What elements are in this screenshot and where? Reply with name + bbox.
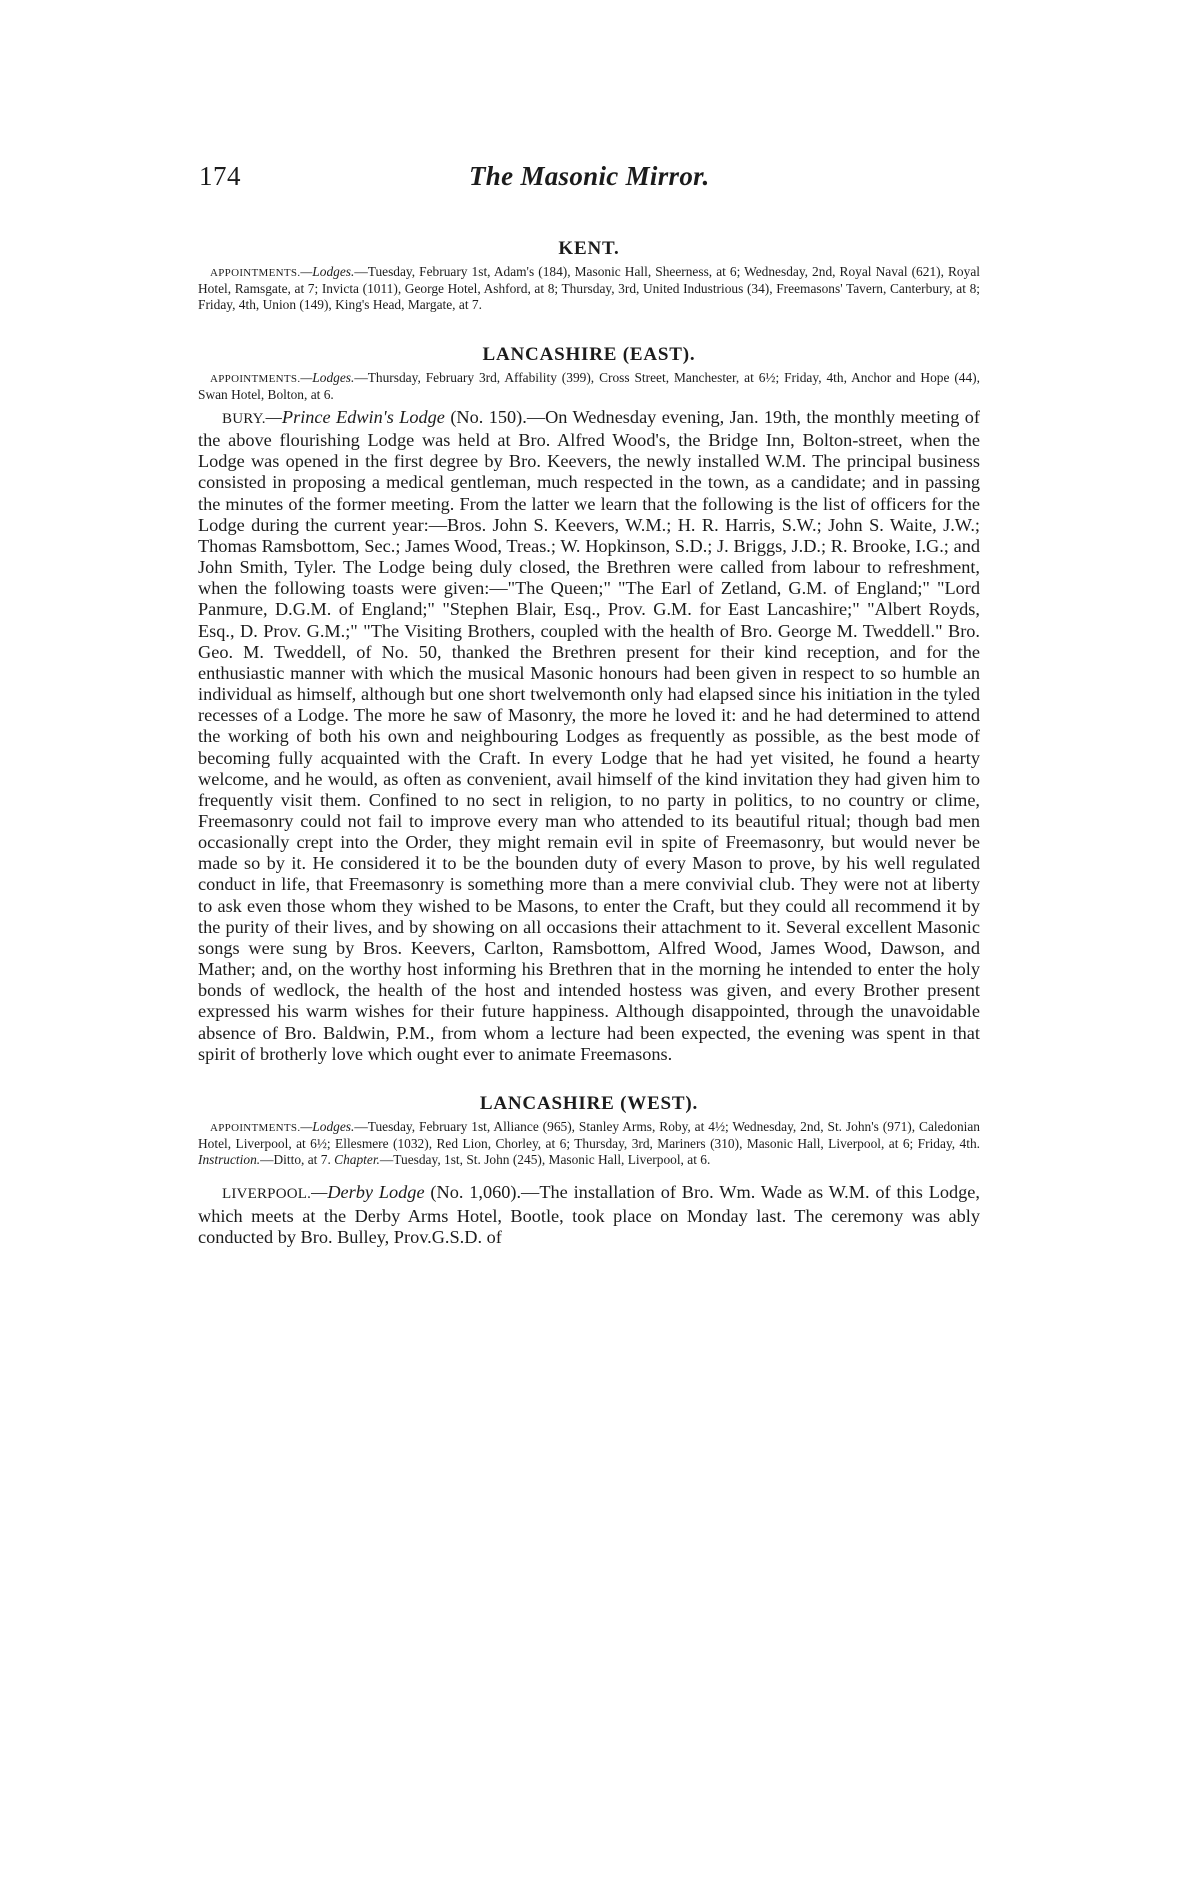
chapter-label: Chapter. [334,1152,380,1168]
instruction-label: Instruction. [198,1152,261,1168]
appointments-text: —Thursday, February 3rd, Affability (399), Cross Street, Manchester, at 6½; Friday, 4th, Anchor and Hope (44), Swan Hotel, Bolton, at 6. [198,369,980,402]
section-heading: LANCASHIRE (WEST). [479,1092,699,1114]
section-heading: LANCASHIRE (EAST). [482,343,696,365]
appointments-paragraph [198,264,980,314]
section-kent [198,236,980,314]
page-number: 174 [199,161,241,191]
report-bury [198,407,980,1065]
running-title: The Masonic Mirror. [469,161,710,191]
appointments-label: APPOINTMENTS. [210,372,301,385]
text-column [198,236,980,1248]
appointments-text: —Tuesday, February 1st, Alliance (965), Stanley Arms, Roby, at 4½; Wednesday, 2nd, St. John's (971), Caledonian Hotel, Liverpool, at 6½; Ellesmere (1032), Red Lion, Chorley, at 6; Thursday, 3rd, Mariners (310), Masonic Hall, Liverpool, at 6; Friday, 4th. [198,1118,980,1152]
section-lancashire-west [198,1091,980,1248]
appointments-paragraph [198,1119,980,1169]
instruction-text: —Ditto, at 7. [260,1152,335,1168]
appointments-text: —Tuesday, February 1st, Adam's (184), Masonic Hall, Sheerness, at 6; Wednesday, 2nd, Royal Naval (621), Royal Hotel, Ramsgate, at 7; Invicta (1011), George Hotel, Ashford, at 8; Thursday, 3rd, United Industrious (34), Freemasons' Tavern, Canterbury, at 8; Friday, 4th, Union (149), King's Head, Margate, at 7. [198,264,980,313]
appointments-label: APPOINTMENTS. [210,267,301,279]
section-lancashire-east [198,342,980,1065]
appointments-sublabel: —Lodges. [300,264,355,279]
appointments-sublabel: —Lodges. [300,1118,355,1134]
report-lodge-name: —Prince Edwin's Lodge [265,407,445,428]
section-heading: KENT. [558,238,620,259]
report-liverpool [198,1182,980,1247]
chapter-text: —Tuesday, 1st, St. John (245), Masonic Hall, Liverpool, at 6. [379,1152,711,1168]
report-text: (No. 150).—On Wednesday evening, Jan. 19th, the monthly meeting of the above flourishing Lodge was held at Bro. Alfred Wood's, the Bridge Inn, Bolton-street, when the Lodge was opened in the first degree by Bro. Keevers, the newly installed W.M. The principal business consisted in proposing a medical gentleman, much respected in the town, as a candidate; and in passing the minutes of the former meeting. From the latter we learn that the following is the list of officers for the Lodge during the current year:—Bros. John S. Keevers, W.M.; H. R. Harris, S.W.; John S. Waite, J.W.; Thomas Ramsbottom, Sec.; James Wood, Treas.; W. Hopkinson, S.D.; J. Briggs, J.D.; R. Brooke, I.G.; and John Smith, Tyler. The Lodge being duly closed, the Brethren were called from labour to refreshment, when the following toasts were given:—"The Queen;" "The Earl of Zetland, G.M. of England;" "Lord Panmure, D.G.M. of England;" "Stephen Blair, Esq., Prov. G.M. for East Lancashire;" "Albert Royds, Esq., D. Prov. G.M.;" "The Visiting Brothers, coupled with the health of Bro. George M. Tweddell." Bro. Geo. M. Tweddell, of No. 50, thanked the Brethren present for their kind reception, and for the enthusiastic manner with which the musical Masonic honours had been given in respect to so humble an individual as himself, although but one short twelvemonth only had elapsed since his initiation in the tyled recesses of a Lodge. The more he saw of Masonry, the more he loved it: and he had determined to attend the working of both his own and neighbouring Lodges as frequently as possible, as the best mode of becoming fully acquainted with the Craft. In every Lodge that he had yet visited, he found a hearty welcome, and he would, as often as convenient, avail himself of the kind invitation they had given him to frequently visit them. Confined to no sect in religion, to no party in politics, to no country or clime, Freemasonry could not fail to improve every man who attended to its beautiful ritual; though bad men occasionally crept into the Order, they might remain evil in spite of Freemasonry, but would never be made so by it. He considered it to be the bounden duty of every Mason to prove, by his well regulated conduct in life, that Freemasonry is something more than a mere convivial club. They were not at liberty to ask even those whom they wished to be Masons, to enter the Craft, but they could all recommend it by the purity of their lives, and by showing on all occasions their attachment to it. Several excellent Masonic songs were sung by Bros. Keevers, Carlton, Ramsbottom, Alfred Wood, James Wood, Dawson, and Mather; and, on the worthy host informing his Brethren that in the morning he intended to enter the holy bonds of wedlock, the health of the host and intended hostess was given, and every Brother present expressed his warm wishes for their future happiness. Although disappointed, through the unavoidable absence of Bro. Baldwin, P.M., from whom a lecture had been expected, the evening was spent in that spirit of brotherly love which ought ever to animate Freemasons. [198,407,980,1064]
appointments-label: APPOINTMENTS. [210,1121,301,1134]
appointments-sublabel: —Lodges. [300,369,355,385]
page-header [199,161,979,201]
report-text: (No. 1,060).—The installation of Bro. Wm. Wade as W.M. of this Lodge, which meets at the Derby Arms Hotel, Bootle, took place on Monday last. The ceremony was ably conducted by Bro. Bulley, Prov.G.S.D. of [198,1182,980,1247]
report-place: BURY. [222,411,266,428]
appointments-paragraph [198,370,980,403]
report-place: LIVERPOOL. [222,1186,312,1203]
report-lodge-name: —Derby Lodge [311,1182,425,1203]
